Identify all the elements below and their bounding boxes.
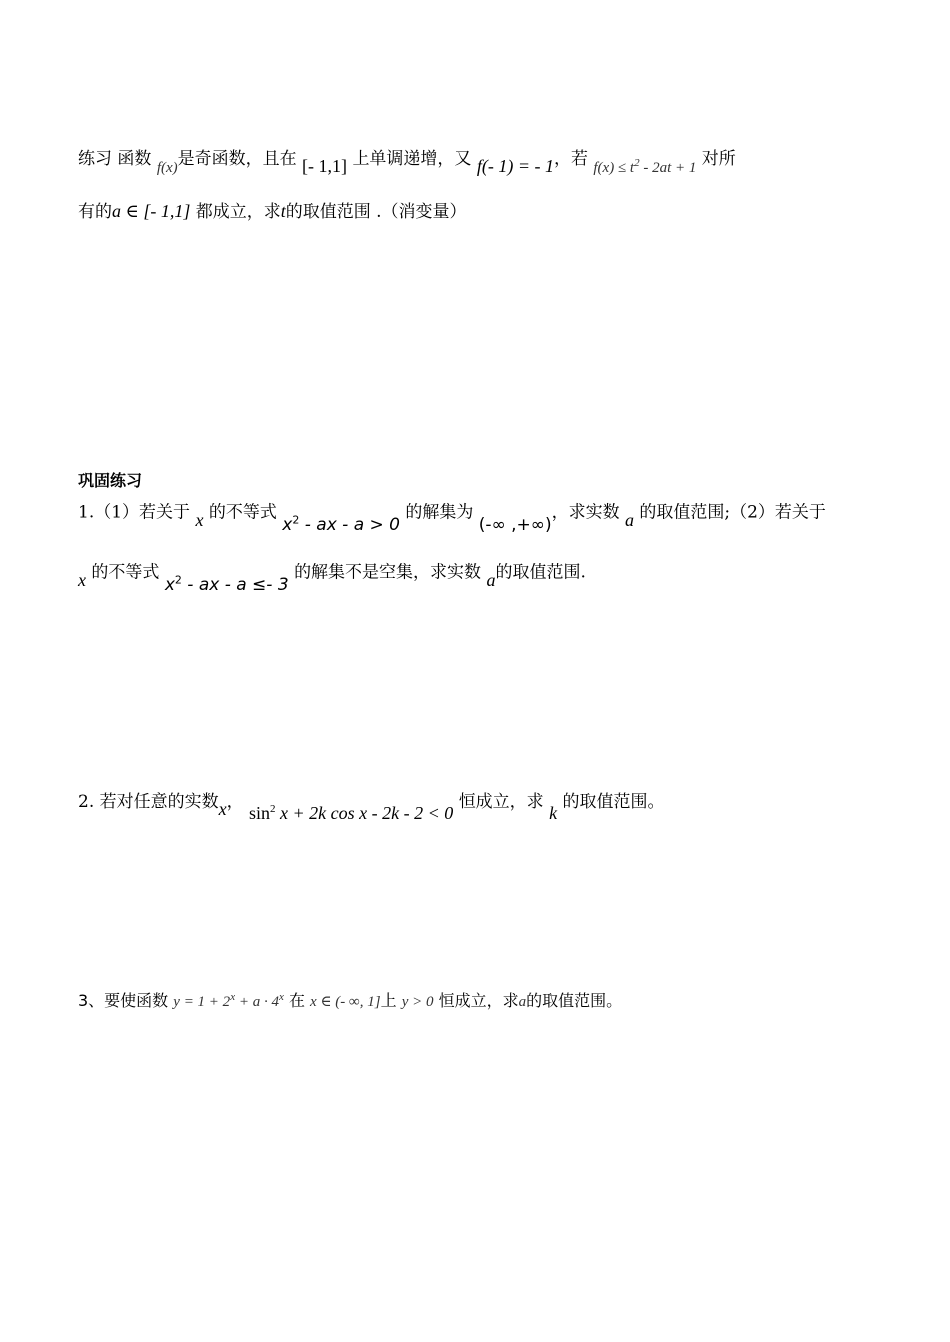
inequality-formula: $f(x) \le t^2 - 2at + 1$ bbox=[593, 157, 697, 176]
x-variable-2: x bbox=[78, 569, 86, 590]
q1-text-3: ，求实数 bbox=[551, 502, 620, 523]
a-variable-3: a bbox=[518, 994, 527, 1010]
exercise-text-3: ，若 bbox=[553, 149, 588, 169]
x-variable: x bbox=[195, 509, 204, 530]
a-variable-2: a bbox=[486, 569, 496, 590]
x-variable-3: x bbox=[218, 799, 227, 819]
q3-number: 3、要使函数 bbox=[78, 991, 169, 1010]
exercise-line-2 bbox=[78, 199, 467, 224]
k-variable: k bbox=[549, 803, 558, 823]
q2-text-2: 的取值范围。 bbox=[562, 792, 665, 812]
q1-set: (-∞ ,+∞) bbox=[478, 514, 552, 535]
q1-line-2 bbox=[78, 556, 586, 595]
q2-line bbox=[78, 785, 665, 823]
q3-domain: x ∈ (- ∞, 1] bbox=[310, 994, 381, 1010]
q3-text-4: 的取值范围。 bbox=[526, 991, 623, 1010]
q1-text-7: 的取值范围. bbox=[495, 562, 586, 583]
q1-text-5: 的不等式 bbox=[91, 562, 160, 583]
f-minus1-formula: f(- 1) = - 1 bbox=[476, 156, 554, 176]
q1-text-2: 的解集为 bbox=[405, 502, 474, 523]
exercise-text-2: 上单调递增，又 bbox=[352, 149, 472, 169]
q1-expr-2: $x^2$ - ax - a ≤- 3 bbox=[164, 573, 289, 595]
q2-expr: $\sin^2 x + 2k$ cos x - 2k - 2 < 0 bbox=[249, 803, 454, 823]
exercise-text-6: 都成立，求 bbox=[195, 202, 281, 222]
exercise-text-7: 的取值范围 .（消变量） bbox=[285, 202, 467, 222]
section-title: 巩固练习 bbox=[78, 471, 143, 490]
q3-text-3: 恒成立，求 bbox=[438, 991, 519, 1010]
exercise-prefix: 练习 函数 bbox=[78, 149, 152, 169]
q2-comma: ， bbox=[226, 792, 244, 812]
a-variable: a bbox=[624, 509, 634, 530]
q3-function: $y = 1 + 2^x + a \cdot 4^x$ bbox=[173, 991, 284, 1010]
exercise-text-4: 对所 bbox=[701, 149, 736, 169]
a-in-formula: a ∈ [- 1,1] bbox=[112, 201, 191, 221]
t-variable: t bbox=[280, 201, 286, 221]
q3-text-2: 上 bbox=[380, 991, 397, 1010]
q2-text-1: 恒成立，求 bbox=[458, 792, 544, 812]
exercise-text-5: 有的 bbox=[78, 202, 112, 222]
q1-line-1 bbox=[78, 496, 826, 535]
q3-condition: y > 0 bbox=[401, 994, 434, 1010]
q3-line bbox=[78, 985, 622, 1014]
q3-text-1: 在 bbox=[288, 991, 305, 1010]
exercise-line-1 bbox=[78, 143, 736, 176]
exercise-text-1: 是奇函数，且在 bbox=[177, 149, 297, 169]
f-x-formula: f(x) bbox=[156, 160, 178, 176]
q1-number: 1.（1）若关于 bbox=[78, 502, 191, 523]
q1-text-4: 的取值范围;（2）若关于 bbox=[639, 502, 826, 523]
q1-expr-1: $x^2$ - ax - a > 0 bbox=[282, 513, 400, 535]
interval-formula: [- 1,1] bbox=[302, 156, 348, 176]
q1-text-6: 的解集不是空集，求实数 bbox=[294, 562, 482, 583]
q2-number: 2. 若对任意的实数 bbox=[78, 792, 219, 812]
q1-text-1: 的不等式 bbox=[208, 502, 277, 523]
